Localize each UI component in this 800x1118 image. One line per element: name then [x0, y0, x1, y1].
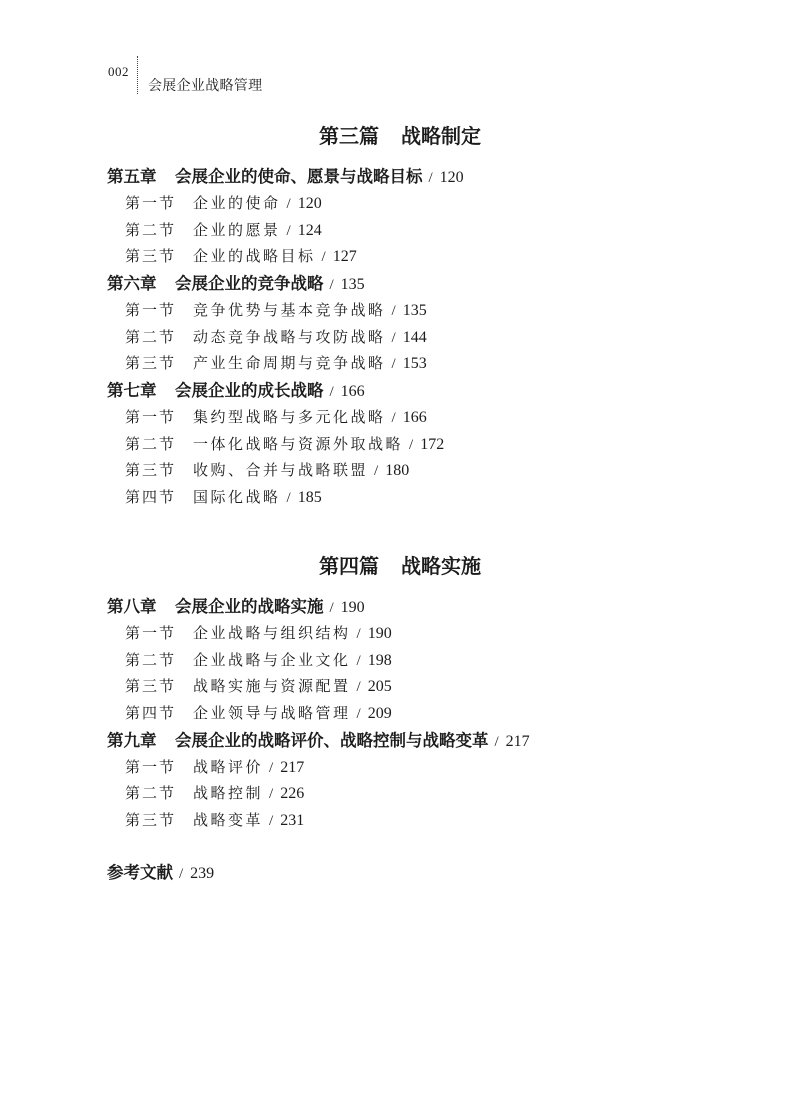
section-row — [0, 485, 800, 512]
page-separator: / — [428, 170, 433, 186]
section-row — [0, 701, 800, 728]
section-row — [0, 351, 800, 378]
section-label: 第一节 — [125, 302, 177, 319]
section-title: 一体化战略与资源外取战略 — [193, 436, 404, 453]
section-label: 第一节 — [125, 759, 177, 776]
page-separator: / — [286, 490, 291, 506]
section-title: 产业生命周期与竞争战略 — [193, 356, 386, 373]
page-separator: / — [286, 222, 291, 239]
page-separator: / — [179, 866, 184, 882]
section-row — [0, 244, 800, 271]
page-separator: / — [494, 733, 499, 750]
section-title: 企业的战略目标 — [193, 249, 316, 266]
chapter-title: 会展企业的战略实施 — [175, 598, 324, 616]
section-label: 第一节 — [125, 625, 177, 642]
section-row — [0, 218, 800, 245]
page-separator: / — [269, 759, 274, 776]
page-separator: / — [329, 277, 334, 293]
page-separator: / — [329, 600, 334, 616]
page-separator: / — [374, 463, 379, 480]
section-label: 第二节 — [125, 652, 177, 669]
section-label: 第三节 — [125, 249, 177, 266]
section-page-number: 153 — [402, 355, 427, 373]
section-title: 竞争优势与基本竞争战略 — [193, 302, 386, 319]
chapter-page-number: 217 — [505, 732, 530, 750]
chapter-row — [0, 728, 800, 755]
section-title: 企业的愿景 — [193, 222, 281, 239]
chapter-row — [0, 594, 800, 621]
section-title: 战略评价 — [193, 759, 264, 776]
page-separator: / — [269, 813, 274, 829]
page-separator: / — [269, 786, 274, 803]
section-label: 第二节 — [125, 329, 177, 346]
section-page-number: 127 — [332, 248, 357, 266]
chapter-page-number: 166 — [340, 383, 365, 400]
section-row — [0, 432, 800, 459]
section-page-number: 124 — [297, 221, 322, 239]
section-page-number: 172 — [420, 435, 445, 453]
section-title: 企业战略与组织结构 — [193, 625, 351, 642]
section-page-number: 205 — [367, 678, 392, 696]
page-separator: / — [356, 625, 361, 642]
chapter-label: 第五章 — [107, 168, 157, 186]
part-label: 第三篇 — [319, 126, 379, 148]
section-page-number: 135 — [402, 301, 427, 319]
chapter-title: 会展企业的战略评价、战略控制与战略变革 — [175, 731, 489, 750]
section-title: 企业战略与企业文化 — [193, 652, 351, 669]
section-row — [0, 755, 800, 782]
chapter-label: 第九章 — [107, 731, 157, 750]
section-label: 第三节 — [125, 679, 177, 696]
section-label: 第一节 — [125, 409, 177, 426]
references-label: 参考文献 — [107, 864, 173, 882]
page-separator: / — [356, 679, 361, 696]
section-row — [0, 405, 800, 432]
part-heading — [0, 552, 800, 582]
page-separator: / — [286, 195, 291, 212]
section-row — [0, 781, 800, 808]
chapter-label: 第八章 — [107, 598, 157, 616]
page-separator: / — [391, 329, 396, 346]
section-title: 战略实施与资源配置 — [193, 679, 351, 696]
page-number: 002 — [108, 64, 129, 79]
section-page-number: 231 — [280, 812, 305, 829]
page-separator: / — [321, 249, 326, 266]
section-row — [0, 325, 800, 352]
page-separator: / — [329, 384, 334, 400]
part-block — [0, 552, 800, 835]
section-label: 第三节 — [125, 463, 177, 480]
section-label: 第四节 — [125, 490, 177, 506]
section-label: 第二节 — [125, 786, 177, 803]
section-page-number: 217 — [280, 758, 305, 776]
section-page-number: 185 — [297, 489, 322, 506]
section-row — [0, 458, 800, 485]
chapter-row — [0, 271, 800, 298]
section-label: 第三节 — [125, 356, 177, 373]
section-page-number: 198 — [367, 651, 392, 669]
section-label: 第二节 — [125, 436, 177, 453]
chapter-row — [0, 164, 800, 191]
section-label: 第二节 — [125, 222, 177, 239]
page-separator: / — [356, 652, 361, 669]
section-page-number: 190 — [367, 624, 392, 642]
section-title: 集约型战略与多元化战略 — [193, 409, 386, 426]
chapter-title: 会展企业的使命、愿景与战略目标 — [175, 168, 423, 186]
section-title: 国际化战略 — [193, 490, 281, 506]
chapter-row — [0, 378, 800, 405]
section-row — [0, 674, 800, 701]
page-separator: / — [391, 356, 396, 373]
section-title: 动态竞争战略与攻防战略 — [193, 329, 386, 346]
page-separator: / — [356, 706, 361, 722]
part-title: 战略实施 — [401, 556, 481, 578]
part-block — [0, 122, 800, 512]
section-row — [0, 298, 800, 325]
references-page-number: 239 — [190, 865, 215, 882]
section-page-number: 166 — [402, 408, 427, 426]
references-row — [107, 860, 214, 887]
section-title: 企业领导与战略管理 — [193, 706, 351, 722]
part-heading — [0, 122, 800, 152]
chapter-page-number: 135 — [340, 276, 365, 293]
section-label: 第一节 — [125, 195, 177, 212]
section-page-number: 144 — [402, 328, 427, 346]
chapter-label: 第六章 — [107, 275, 157, 293]
section-row — [0, 648, 800, 675]
page-separator: / — [391, 302, 396, 319]
chapter-title: 会展企业的竞争战略 — [175, 275, 324, 293]
chapter-title: 会展企业的成长战略 — [175, 382, 324, 400]
section-page-number: 180 — [385, 462, 410, 480]
chapter-label: 第七章 — [107, 382, 157, 400]
part-title: 战略制定 — [401, 126, 481, 148]
book-title: 会展企业战略管理 — [148, 77, 263, 93]
chapter-page-number: 120 — [439, 169, 464, 186]
section-row — [0, 621, 800, 648]
part-label: 第四篇 — [319, 556, 379, 578]
header-divider — [137, 56, 138, 94]
section-title: 收购、合并与战略联盟 — [193, 463, 369, 480]
section-page-number: 226 — [280, 785, 305, 803]
section-title: 企业的使命 — [193, 195, 281, 212]
section-title: 战略变革 — [193, 813, 264, 829]
section-page-number: 209 — [367, 705, 392, 722]
section-row — [0, 191, 800, 218]
section-row — [0, 808, 800, 835]
section-label: 第四节 — [125, 706, 177, 722]
chapter-page-number: 190 — [340, 599, 365, 616]
section-label: 第三节 — [125, 813, 177, 829]
section-title: 战略控制 — [193, 786, 264, 803]
section-page-number: 120 — [297, 194, 322, 212]
page-separator: / — [391, 409, 396, 426]
page-separator: / — [409, 436, 414, 453]
